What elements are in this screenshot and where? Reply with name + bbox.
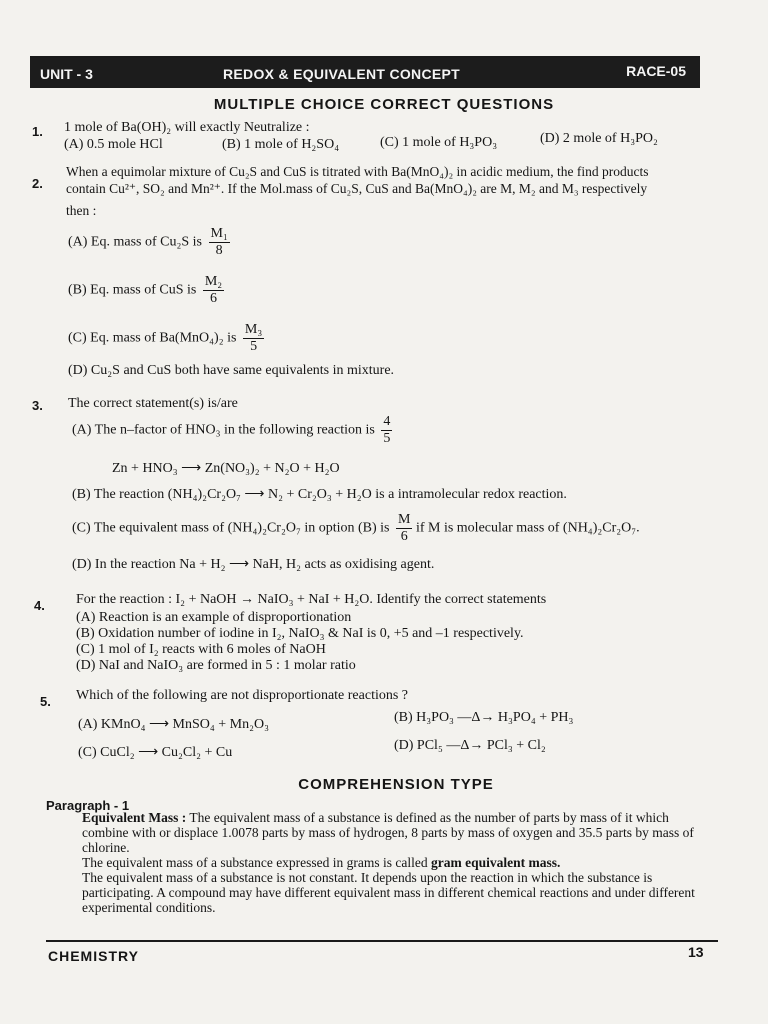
comprehension-section-title: COMPREHENSION TYPE <box>298 776 494 793</box>
q2-stem-line2: contain Cu²⁺, SO₂ and Mn²⁺. If the Mol.mass of Cu₂S, CuS and Ba(MnO₄)₂ are M, M₂ and M₃ respectively <box>66 181 648 196</box>
header-bar <box>30 58 700 88</box>
q2-option-d[interactable]: (D) Cu₂S and CuS both have same equivalents in mixture. <box>68 363 395 378</box>
paragraph-gram-term: gram equivalent mass. <box>431 855 561 870</box>
paragraph-term: Equivalent Mass : <box>82 810 187 825</box>
q3-c-text2: if M is molecular mass of (NH₄)₂Cr₂O₇. <box>415 520 640 536</box>
q3-c-text1: (C) The equivalent mass of (NH₄)₂Cr₂O₇ in option (B) is <box>72 520 390 536</box>
footer-rule <box>46 940 718 942</box>
q3-option-a[interactable] <box>72 414 392 447</box>
q3-a-numerator: 4 <box>383 414 391 429</box>
q4-option-c[interactable]: (C) 1 mol of I₂ reacts with 6 moles of NaOH <box>76 642 326 657</box>
paragraph-label: Paragraph - 1 <box>46 798 130 813</box>
q2-b-denominator: 6 <box>210 291 218 306</box>
q5-option-d[interactable]: (D) PCl₅ —Δ→ PCl₃ + Cl₂ <box>394 738 546 753</box>
q5-number: 5. <box>40 694 51 709</box>
q2-a-text: (A) Eq. mass of Cu₂S is <box>68 234 202 250</box>
q3-option-d[interactable]: (D) In the reaction Na + H₂ ⟶ NaH, H₂ acts as oxidising agent. <box>72 557 435 572</box>
q3-stem: The correct statement(s) is/are <box>68 396 238 411</box>
q3-option-c[interactable] <box>72 512 640 545</box>
q2-c-fraction <box>243 322 264 355</box>
q2-number: 2. <box>32 176 43 191</box>
topic-title: REDOX & EQUIVALENT CONCEPT <box>223 66 461 82</box>
q2-a-fraction <box>209 226 230 259</box>
q2-option-b[interactable] <box>68 274 224 307</box>
q3-option-b[interactable]: (B) The reaction (NH₄)₂Cr₂O₇ ⟶ N₂ + Cr₂O₃ + H₂O is a intramolecular redox reaction. <box>72 487 567 502</box>
mcq-section-title: MULTIPLE CHOICE CORRECT QUESTIONS <box>213 96 555 113</box>
q3-c-fraction <box>396 512 412 545</box>
q4-stem: For the reaction : I₂ + NaOH → NaIO₃ + NaI + H₂O. Identify the correct statements <box>76 592 547 607</box>
page-number: 13 <box>688 944 704 960</box>
q1-option-c[interactable]: (C) 1 mole of H₃PO₃ <box>380 135 498 150</box>
paragraph-line2 <box>82 855 718 870</box>
q1-stem: 1 mole of Ba(OH)₂ will exactly Neutralize : <box>64 120 310 135</box>
q5-stem: Which of the following are not disproportionate reactions ? <box>76 688 409 703</box>
paragraph-gram-text: The equivalent mass of a substance expressed in grams is called <box>82 855 428 870</box>
q2-a-denominator: 8 <box>215 243 223 258</box>
q3-number: 3. <box>32 398 43 413</box>
paragraph-body <box>82 810 718 915</box>
q2-stem-line3: then : <box>66 203 97 218</box>
q2-c-text: (C) Eq. mass of Ba(MnO₄)₂ is <box>68 330 237 346</box>
q4-option-d[interactable]: (D) NaI and NaIO₃ are formed in 5 : 1 molar ratio <box>76 658 356 673</box>
q5-option-c[interactable]: (C) CuCl₂ ⟶ Cu₂Cl₂ + Cu <box>78 745 233 760</box>
race-label: RACE-05 <box>626 63 686 79</box>
paragraph-line1 <box>82 810 718 855</box>
q3-a-text: (A) The n–factor of HNO₃ in the following reaction is <box>72 422 375 438</box>
q3-a-equation: Zn + HNO₃ ⟶ Zn(NO₃)₂ + N₂O + H₂O <box>112 461 340 476</box>
unit-label: UNIT - 3 <box>40 66 93 82</box>
q3-c-denominator: 6 <box>400 529 408 544</box>
q2-option-a[interactable] <box>68 226 230 259</box>
q1-number: 1. <box>32 124 43 139</box>
q1-option-a[interactable]: (A) 0.5 mole HCl <box>64 137 163 152</box>
q4-option-b[interactable]: (B) Oxidation number of iodine in I₂, NaIO₃ & NaI is 0, +5 and –1 respectively. <box>76 626 524 641</box>
q3-c-numerator: M <box>398 512 411 527</box>
paragraph-definition: The equivalent mass of a substance is defined as the number of parts by mass of it which combine with or displace 1.0078 parts by mass of hydrogen, 8 parts by mass of oxygen and 35.5 parts by mass of chlorine. <box>82 810 694 855</box>
q4-option-a[interactable]: (A) Reaction is an example of disproportionation <box>76 610 352 625</box>
q2-a-numerator: M₁ <box>210 226 228 241</box>
q2-c-numerator: M₃ <box>244 322 263 337</box>
footer-subject: CHEMISTRY <box>48 948 139 964</box>
q2-c-denominator: 5 <box>250 339 258 354</box>
q2-b-fraction <box>203 274 224 307</box>
q5-option-b[interactable]: (B) H₃PO₃ —Δ→ H₃PO₄ + PH₃ <box>394 710 574 725</box>
q2-b-text: (B) Eq. mass of CuS is <box>68 282 197 298</box>
paragraph-line3: The equivalent mass of a substance is not constant. It depends upon the reaction in which the substance is participating. A compound may have different equivalent mass in different chemical reactions and under different experimental conditions. <box>82 870 695 915</box>
q1-option-b[interactable]: (B) 1 mole of H₂SO₄ <box>222 137 340 152</box>
q3-a-denominator: 5 <box>383 431 391 446</box>
q3-a-fraction <box>381 414 392 447</box>
q1-option-d[interactable]: (D) 2 mole of H₃PO₂ <box>540 131 658 146</box>
q5-option-a[interactable]: (A) KMnO₄ ⟶ MnSO₄ + Mn₂O₃ <box>78 717 269 732</box>
q2-stem-line1: When a equimolar mixture of Cu₂S and CuS is titrated with Ba(MnO₄)₂ in acidic medium, the find products <box>66 164 649 179</box>
q2-b-numerator: M₂ <box>204 274 223 289</box>
q2-option-c[interactable] <box>68 322 264 355</box>
q4-number: 4. <box>34 598 45 613</box>
